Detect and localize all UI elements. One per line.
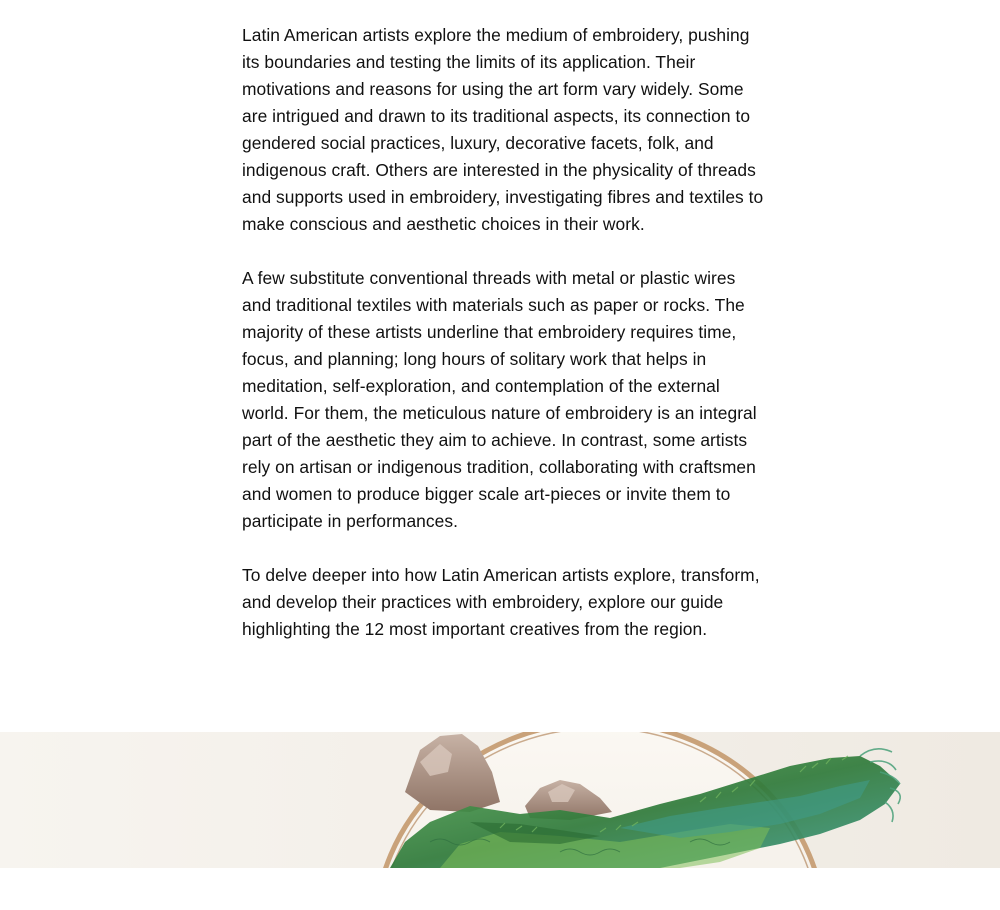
article-paragraph-2: A few substitute conventional threads with metal or plastic wires and traditional textiles with materials such as paper or rocks. The majority of these artists underline that embroidery requires time, focus, and planning; long hours of solitary work that helps in meditation, self-exploration, and contemplation of the external world. For them, the meticulous nature of embroidery is an integral part of the aesthetic they aim to achieve. In contrast, some artists rely on artisan or indigenous tradition, collaborating with craftsmen and women to produce bigger scale art-pieces or invite them to participate in performances. (242, 268, 757, 531)
article-paragraph-1: Latin American artists explore the medium of embroidery, pushing its boundaries and testing the limits of its application. Their motivations and reasons for using the art form vary widely. Some are intrigued and drawn to its traditional aspects, its connection to gendered social practices, luxury, decorative facets, folk, and indigenous craft. Others are interested in the physicality of threads and supports used in embroidery, investigating fibres and textiles to make conscious and aesthetic choices in their work. (242, 25, 764, 234)
article-body (242, 22, 767, 670)
embroidery-artwork-illustration (0, 732, 1000, 868)
hero-image-embroidery (0, 732, 1000, 868)
article-paragraph-3: To delve deeper into how Latin American artists explore, transform, and develop their practices with embroidery, explore our guide highlighting the 12 most important creatives from the region. (242, 565, 760, 639)
